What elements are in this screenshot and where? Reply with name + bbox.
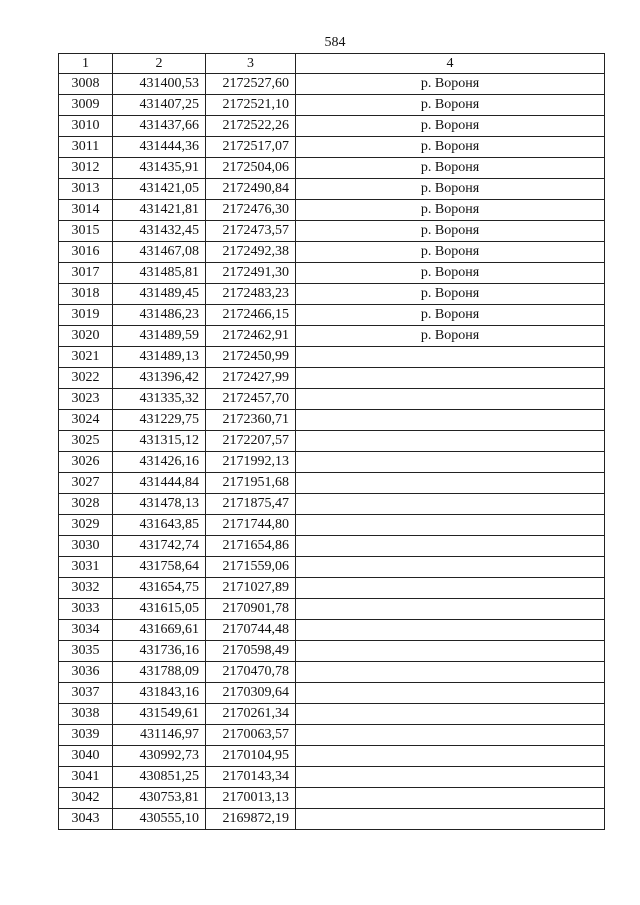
table-row (59, 746, 605, 767)
note-cell: р. Вороня (296, 116, 605, 137)
point-number-cell: 3024 (59, 410, 113, 431)
table-row (59, 557, 605, 578)
table-row (59, 242, 605, 263)
table-row (59, 641, 605, 662)
table-row (59, 116, 605, 137)
coordinates-table (58, 53, 605, 830)
table-row (59, 809, 605, 830)
y-coordinate-cell: 2171951,68 (206, 473, 296, 494)
x-coordinate-cell: 431435,91 (113, 158, 206, 179)
note-cell (296, 410, 605, 431)
note-cell (296, 599, 605, 620)
note-cell: р. Вороня (296, 74, 605, 95)
x-coordinate-cell: 431489,59 (113, 326, 206, 347)
y-coordinate-cell: 2172527,60 (206, 74, 296, 95)
point-number-cell: 3041 (59, 767, 113, 788)
table-row (59, 137, 605, 158)
note-cell (296, 368, 605, 389)
note-cell: р. Вороня (296, 95, 605, 116)
y-coordinate-cell: 2170143,34 (206, 767, 296, 788)
point-number-cell: 3020 (59, 326, 113, 347)
table-body (59, 74, 605, 830)
x-coordinate-cell: 431146,97 (113, 725, 206, 746)
table-row (59, 95, 605, 116)
y-coordinate-cell: 2172504,06 (206, 158, 296, 179)
note-cell (296, 347, 605, 368)
point-number-cell: 3018 (59, 284, 113, 305)
table-row (59, 662, 605, 683)
y-coordinate-cell: 2170309,64 (206, 683, 296, 704)
x-coordinate-cell: 430992,73 (113, 746, 206, 767)
table-row (59, 536, 605, 557)
x-coordinate-cell: 431444,36 (113, 137, 206, 158)
y-coordinate-cell: 2171559,06 (206, 557, 296, 578)
point-number-cell: 3039 (59, 725, 113, 746)
table-row (59, 599, 605, 620)
note-cell (296, 515, 605, 536)
note-cell: р. Вороня (296, 179, 605, 200)
note-cell (296, 389, 605, 410)
point-number-cell: 3010 (59, 116, 113, 137)
y-coordinate-cell: 2172427,99 (206, 368, 296, 389)
note-cell: р. Вороня (296, 242, 605, 263)
x-coordinate-cell: 431437,66 (113, 116, 206, 137)
table-row (59, 704, 605, 725)
note-cell (296, 809, 605, 830)
note-cell (296, 767, 605, 788)
note-cell (296, 473, 605, 494)
point-number-cell: 3021 (59, 347, 113, 368)
point-number-cell: 3015 (59, 221, 113, 242)
note-cell (296, 557, 605, 578)
table-row (59, 431, 605, 452)
table-row (59, 620, 605, 641)
note-cell: р. Вороня (296, 263, 605, 284)
point-number-cell: 3037 (59, 683, 113, 704)
point-number-cell: 3026 (59, 452, 113, 473)
column-header-4: 4 (296, 54, 605, 74)
point-number-cell: 3012 (59, 158, 113, 179)
point-number-cell: 3008 (59, 74, 113, 95)
note-cell (296, 452, 605, 473)
x-coordinate-cell: 431421,05 (113, 179, 206, 200)
y-coordinate-cell: 2172466,15 (206, 305, 296, 326)
x-coordinate-cell: 431396,42 (113, 368, 206, 389)
point-number-cell: 3040 (59, 746, 113, 767)
x-coordinate-cell: 430753,81 (113, 788, 206, 809)
x-coordinate-cell: 431315,12 (113, 431, 206, 452)
y-coordinate-cell: 2170013,13 (206, 788, 296, 809)
y-coordinate-cell: 2172490,84 (206, 179, 296, 200)
y-coordinate-cell: 2172491,30 (206, 263, 296, 284)
y-coordinate-cell: 2172473,57 (206, 221, 296, 242)
x-coordinate-cell: 430851,25 (113, 767, 206, 788)
point-number-cell: 3016 (59, 242, 113, 263)
note-cell: р. Вороня (296, 221, 605, 242)
note-cell (296, 536, 605, 557)
y-coordinate-cell: 2170470,78 (206, 662, 296, 683)
table-row (59, 515, 605, 536)
note-cell: р. Вороня (296, 305, 605, 326)
table-row (59, 305, 605, 326)
y-coordinate-cell: 2171027,89 (206, 578, 296, 599)
y-coordinate-cell: 2172522,26 (206, 116, 296, 137)
point-number-cell: 3028 (59, 494, 113, 515)
y-coordinate-cell: 2171744,80 (206, 515, 296, 536)
note-cell: р. Вороня (296, 137, 605, 158)
note-cell (296, 431, 605, 452)
point-number-cell: 3032 (59, 578, 113, 599)
point-number-cell: 3031 (59, 557, 113, 578)
table-row (59, 725, 605, 746)
point-number-cell: 3038 (59, 704, 113, 725)
x-coordinate-cell: 431421,81 (113, 200, 206, 221)
point-number-cell: 3022 (59, 368, 113, 389)
table-row (59, 158, 605, 179)
y-coordinate-cell: 2172457,70 (206, 389, 296, 410)
note-cell (296, 662, 605, 683)
x-coordinate-cell: 431478,13 (113, 494, 206, 515)
x-coordinate-cell: 431736,16 (113, 641, 206, 662)
x-coordinate-cell: 431467,08 (113, 242, 206, 263)
point-number-cell: 3042 (59, 788, 113, 809)
table-row (59, 767, 605, 788)
note-cell (296, 704, 605, 725)
x-coordinate-cell: 431489,45 (113, 284, 206, 305)
x-coordinate-cell: 431669,61 (113, 620, 206, 641)
table-row (59, 683, 605, 704)
table-row (59, 368, 605, 389)
table-row (59, 788, 605, 809)
y-coordinate-cell: 2171875,47 (206, 494, 296, 515)
x-coordinate-cell: 431432,45 (113, 221, 206, 242)
table-row (59, 494, 605, 515)
y-coordinate-cell: 2170261,34 (206, 704, 296, 725)
table-row (59, 452, 605, 473)
note-cell: р. Вороня (296, 326, 605, 347)
x-coordinate-cell: 431485,81 (113, 263, 206, 284)
y-coordinate-cell: 2172450,99 (206, 347, 296, 368)
x-coordinate-cell: 431643,85 (113, 515, 206, 536)
table-row (59, 263, 605, 284)
point-number-cell: 3033 (59, 599, 113, 620)
y-coordinate-cell: 2172521,10 (206, 95, 296, 116)
y-coordinate-cell: 2172207,57 (206, 431, 296, 452)
y-coordinate-cell: 2172517,07 (206, 137, 296, 158)
point-number-cell: 3009 (59, 95, 113, 116)
point-number-cell: 3019 (59, 305, 113, 326)
note-cell (296, 494, 605, 515)
table-row (59, 473, 605, 494)
point-number-cell: 3025 (59, 431, 113, 452)
note-cell (296, 641, 605, 662)
table-row (59, 221, 605, 242)
note-cell (296, 683, 605, 704)
note-cell: р. Вороня (296, 284, 605, 305)
point-number-cell: 3014 (59, 200, 113, 221)
y-coordinate-cell: 2172476,30 (206, 200, 296, 221)
y-coordinate-cell: 2170104,95 (206, 746, 296, 767)
point-number-cell: 3017 (59, 263, 113, 284)
point-number-cell: 3035 (59, 641, 113, 662)
x-coordinate-cell: 431489,13 (113, 347, 206, 368)
y-coordinate-cell: 2172360,71 (206, 410, 296, 431)
table-row (59, 410, 605, 431)
y-coordinate-cell: 2170744,48 (206, 620, 296, 641)
note-cell: р. Вороня (296, 200, 605, 221)
note-cell (296, 578, 605, 599)
table-row (59, 74, 605, 95)
x-coordinate-cell: 431335,32 (113, 389, 206, 410)
x-coordinate-cell: 431615,05 (113, 599, 206, 620)
note-cell: р. Вороня (296, 158, 605, 179)
x-coordinate-cell: 431444,84 (113, 473, 206, 494)
x-coordinate-cell: 431549,61 (113, 704, 206, 725)
x-coordinate-cell: 431843,16 (113, 683, 206, 704)
table-row (59, 200, 605, 221)
y-coordinate-cell: 2169872,19 (206, 809, 296, 830)
note-cell (296, 620, 605, 641)
x-coordinate-cell: 431486,23 (113, 305, 206, 326)
y-coordinate-cell: 2172492,38 (206, 242, 296, 263)
point-number-cell: 3043 (59, 809, 113, 830)
y-coordinate-cell: 2172483,23 (206, 284, 296, 305)
y-coordinate-cell: 2170901,78 (206, 599, 296, 620)
x-coordinate-cell: 431229,75 (113, 410, 206, 431)
x-coordinate-cell: 431400,53 (113, 74, 206, 95)
y-coordinate-cell: 2172462,91 (206, 326, 296, 347)
table-row (59, 326, 605, 347)
column-header-2: 2 (113, 54, 206, 74)
y-coordinate-cell: 2171654,86 (206, 536, 296, 557)
x-coordinate-cell: 431742,74 (113, 536, 206, 557)
x-coordinate-cell: 431758,64 (113, 557, 206, 578)
note-cell (296, 788, 605, 809)
y-coordinate-cell: 2171992,13 (206, 452, 296, 473)
table-row (59, 284, 605, 305)
point-number-cell: 3029 (59, 515, 113, 536)
y-coordinate-cell: 2170598,49 (206, 641, 296, 662)
point-number-cell: 3034 (59, 620, 113, 641)
table-row (59, 578, 605, 599)
y-coordinate-cell: 2170063,57 (206, 725, 296, 746)
table-row (59, 389, 605, 410)
column-header-3: 3 (206, 54, 296, 74)
table-row (59, 179, 605, 200)
page-number: 584 (324, 35, 346, 50)
point-number-cell: 3027 (59, 473, 113, 494)
table-row (59, 347, 605, 368)
x-coordinate-cell: 431788,09 (113, 662, 206, 683)
table-header-row (59, 54, 605, 74)
note-cell (296, 725, 605, 746)
point-number-cell: 3011 (59, 137, 113, 158)
x-coordinate-cell: 431654,75 (113, 578, 206, 599)
point-number-cell: 3013 (59, 179, 113, 200)
point-number-cell: 3023 (59, 389, 113, 410)
point-number-cell: 3036 (59, 662, 113, 683)
x-coordinate-cell: 430555,10 (113, 809, 206, 830)
x-coordinate-cell: 431426,16 (113, 452, 206, 473)
point-number-cell: 3030 (59, 536, 113, 557)
note-cell (296, 746, 605, 767)
column-header-1: 1 (59, 54, 113, 74)
x-coordinate-cell: 431407,25 (113, 95, 206, 116)
